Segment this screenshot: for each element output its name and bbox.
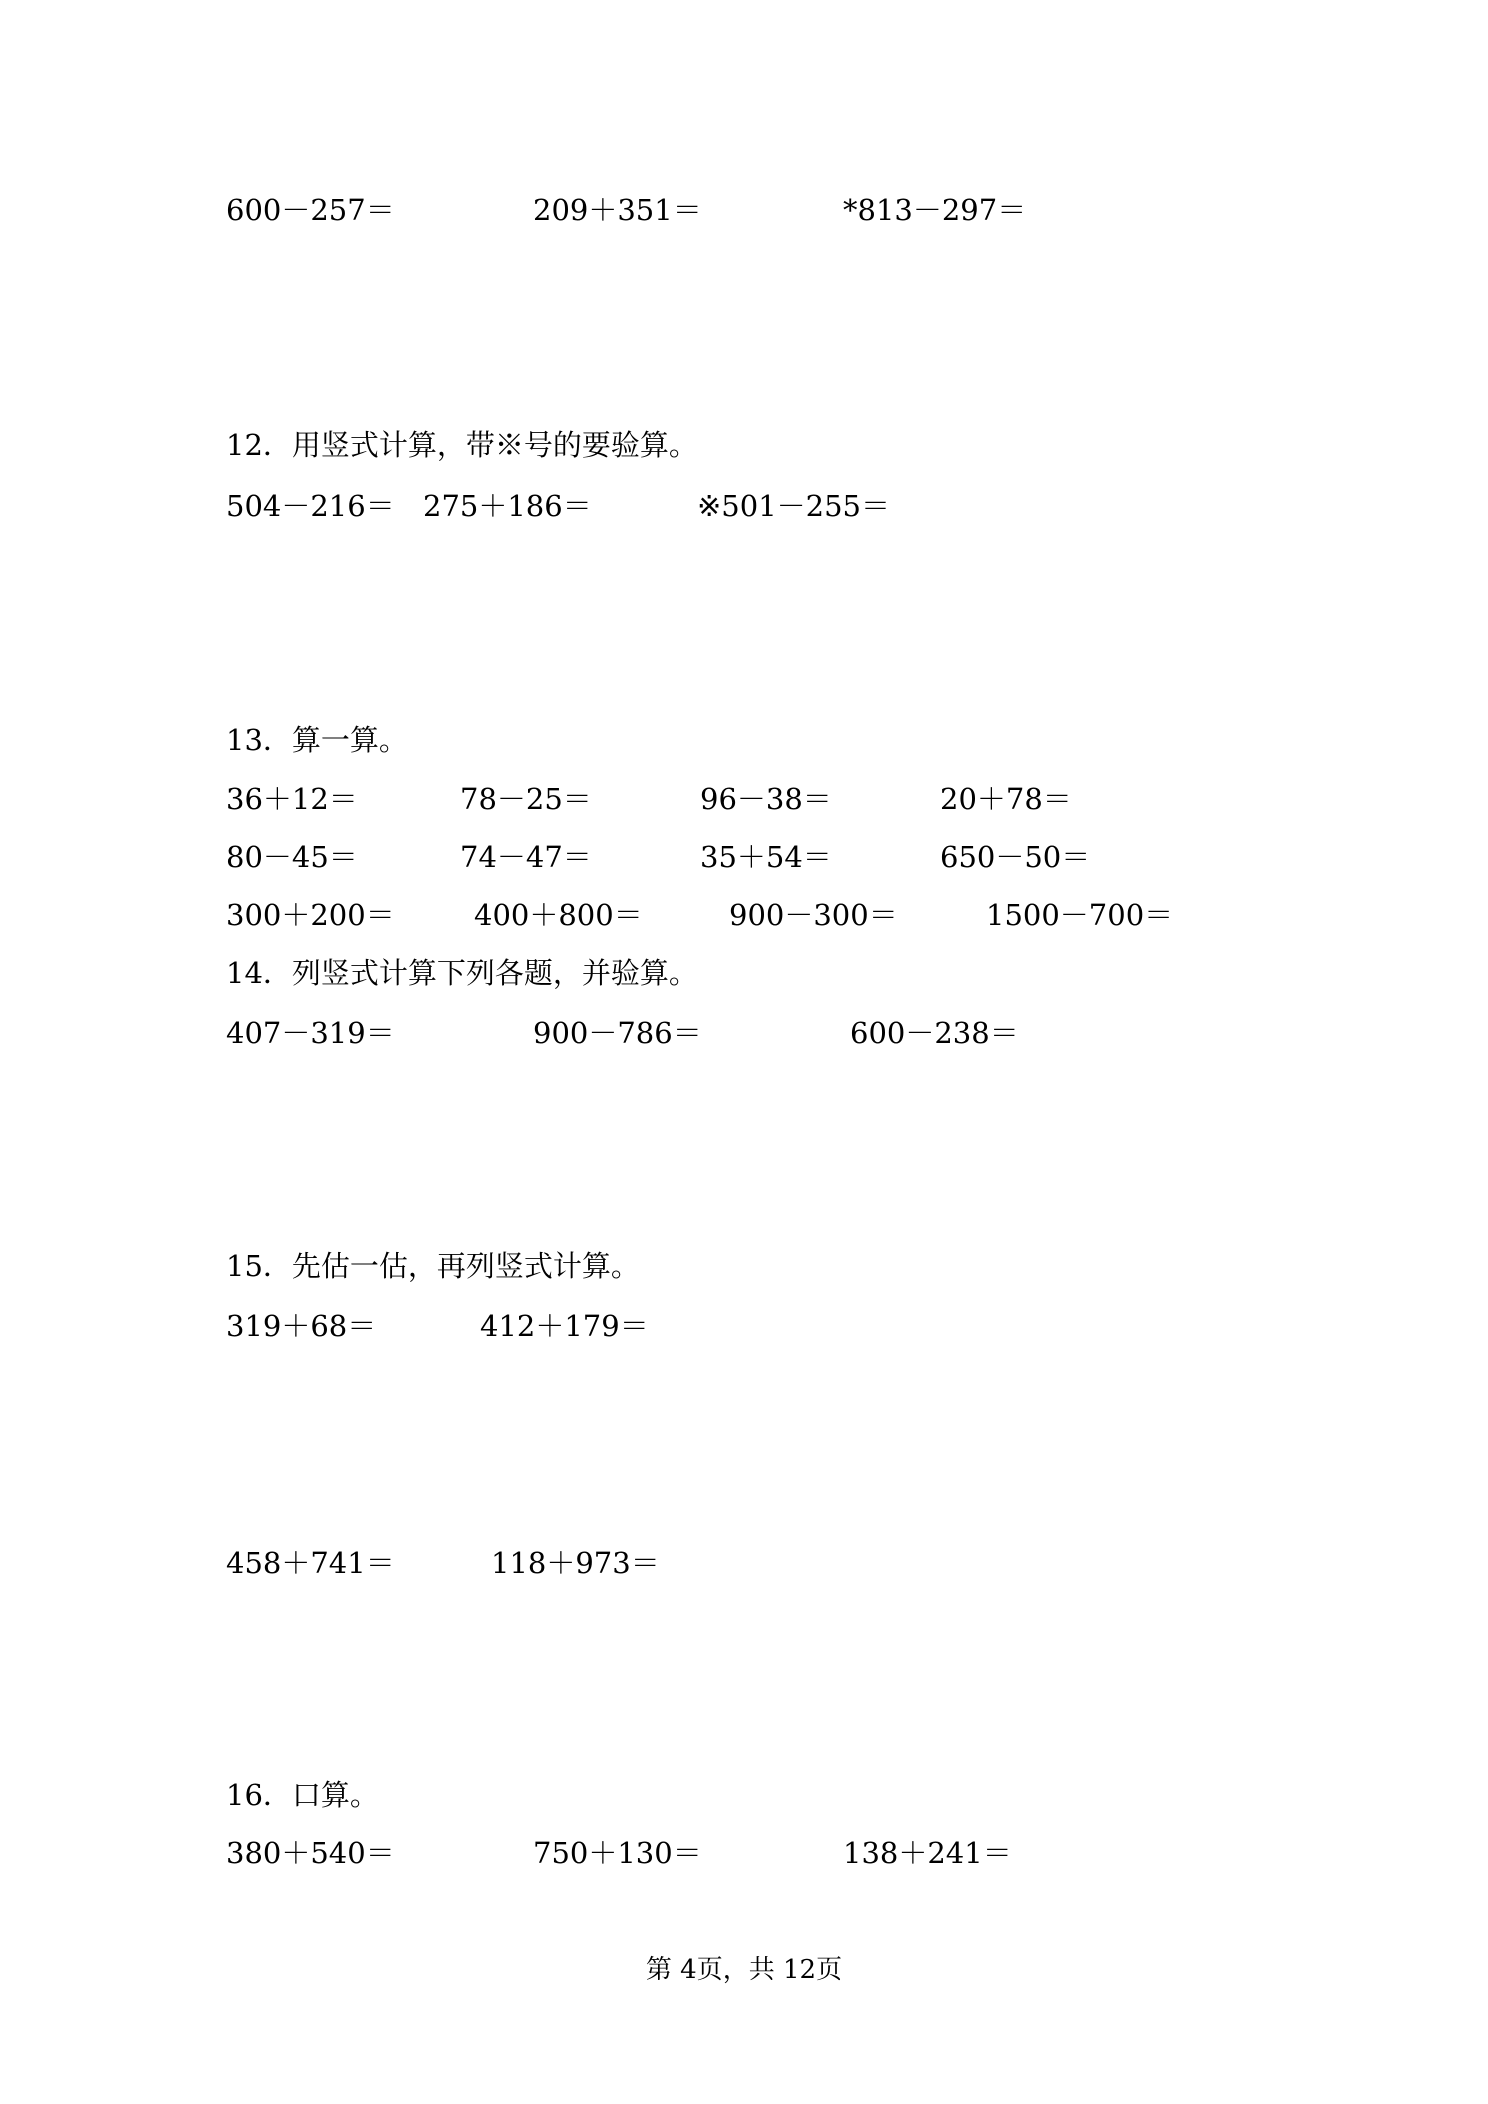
page-footer: 第 4页，共 12页 <box>645 1955 843 1985</box>
problem-15-r1-c1: 319＋68＝ <box>226 1309 377 1343</box>
question-16-heading: 16．口算。 <box>226 1778 379 1812</box>
problem-13-r1-c2: 78－25＝ <box>460 782 592 816</box>
problem-15-r2-c1: 458＋741＝ <box>226 1546 395 1580</box>
question-14-heading: 14．列竖式计算下列各题，并验算。 <box>226 956 698 990</box>
question-12-heading: 12．用竖式计算，带※号的要验算。 <box>226 428 698 462</box>
problem-16-2: 750＋130＝ <box>533 1836 702 1870</box>
problem-13-r1-c1: 36＋12＝ <box>226 782 358 816</box>
problem-12-1: 504－216＝ <box>226 489 395 523</box>
problem-15-r1-c2: 412＋179＝ <box>480 1309 649 1343</box>
question-13-heading: 13．算一算。 <box>226 723 408 757</box>
problem-13-r3-c4: 1500－700＝ <box>986 898 1174 932</box>
problem-12-2: 275＋186＝ <box>423 489 592 523</box>
problem-11-1: 600－257＝ <box>226 193 395 227</box>
problem-14-1: 407－319＝ <box>226 1016 395 1050</box>
problem-13-r2-c1: 80－45＝ <box>226 840 358 874</box>
problem-14-3: 600－238＝ <box>850 1016 1019 1050</box>
problem-13-r3-c2: 400＋800＝ <box>474 898 643 932</box>
problem-13-r1-c3: 96－38＝ <box>700 782 832 816</box>
problem-13-r2-c4: 650－50＝ <box>940 840 1091 874</box>
problem-13-r2-c3: 35＋54＝ <box>700 840 832 874</box>
problem-16-3: 138＋241＝ <box>843 1836 1012 1870</box>
problem-14-2: 900－786＝ <box>533 1016 702 1050</box>
problem-13-r1-c4: 20＋78＝ <box>940 782 1072 816</box>
problem-12-3: ※501－255＝ <box>697 489 891 523</box>
problem-15-r2-c2: 118＋973＝ <box>491 1546 660 1580</box>
problem-13-r3-c1: 300＋200＝ <box>226 898 395 932</box>
problem-13-r2-c2: 74－47＝ <box>460 840 592 874</box>
problem-16-1: 380＋540＝ <box>226 1836 395 1870</box>
problem-13-r3-c3: 900－300＝ <box>729 898 898 932</box>
problem-11-2: 209＋351＝ <box>533 193 702 227</box>
question-15-heading: 15．先估一估，再列竖式计算。 <box>226 1249 640 1283</box>
problem-11-3: *813－297＝ <box>843 193 1027 227</box>
